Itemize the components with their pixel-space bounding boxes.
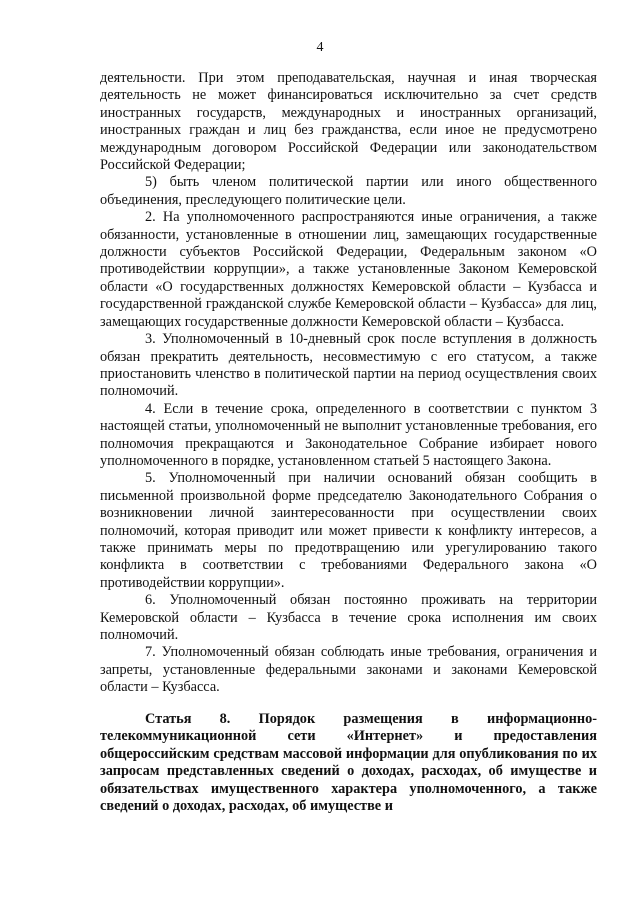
article-8-heading: Статья 8. Порядок размещения в информационно-телекоммуникационной сети «Интернет» и предоставления общероссийским средствам массовой информации для опубликования по их запросам представленных сведений о доходах, расходах, об имуществе и обязательствах имущественного характера уполномоченного, а также сведений о доходах, расходах, об имуществе и [100, 711, 597, 815]
paragraph-continuation: деятельности. При этом преподавательская, научная и иная творческая деятельность не может финансироваться исключительно за счет средств иностранных государств, международных и иностранных организаций, иностранных граждан и лиц без гражданства, если иное не предусмотрено международным договором Российской Федерации или законодательством Российской Федерации; [100, 70, 597, 174]
paragraph-5: 5. Уполномоченный при наличии оснований обязан сообщить в письменной произвольной форме председателю Законодательного Собрания о возникновении личной заинтересованности при осуществлении своих полномочий, которая приводит или может привести к конфликту интересов, а также принимать меры по предотвращению или урегулированию такого конфликта в соответствии с требованиями Федерального закона «О противодействии коррупции». [100, 470, 597, 591]
paragraph-2: 2. На уполномоченного распространяются иные ограничения, а также обязанности, установленные в отношении лиц, замещающих государственные должности субъектов Российской Федерации, Федеральным законом «О противодействии коррупции», а также установленные Законом Кемеровской области «О государственных должностях Кемеровской области – Кузбасса и государственной гражданской службе Кемеровской области – Кузбасса» для лиц, замещающих государственные должности Кемеровской области – Кузбасса. [100, 209, 597, 330]
article-body [100, 70, 597, 697]
paragraph-4: 4. Если в течение срока, определенного в соответствии с пунктом 3 настоящей статьи, уполномоченный не выполнит установленные требования, его полномочия прекращаются и Законодательное Собрание избирает нового уполномоченного в порядке, установленном статьей 5 настоящего Закона. [100, 400, 597, 469]
paragraph-item-5: 5) быть членом политической партии или иного общественного объединения, преследующего политические цели. [100, 174, 597, 208]
paragraph-3: 3. Уполномоченный в 10-дневный срок после вступления в должность обязан прекратить деятельность, несовместимую с его статусом, а также приостановить членство в политической партии на период осуществления своих полномочий. [100, 331, 597, 400]
paragraph-6: 6. Уполномоченный обязан постоянно проживать на территории Кемеровской области – Кузбасса в течение срока исполнения им своих полномочий. [100, 592, 597, 643]
paragraph-7: 7. Уполномоченный обязан соблюдать иные требования, ограничения и запреты, установленные федеральными законами и законами Кемеровской области – Кузбасса. [100, 644, 597, 696]
page-number: 4 [316, 40, 324, 55]
